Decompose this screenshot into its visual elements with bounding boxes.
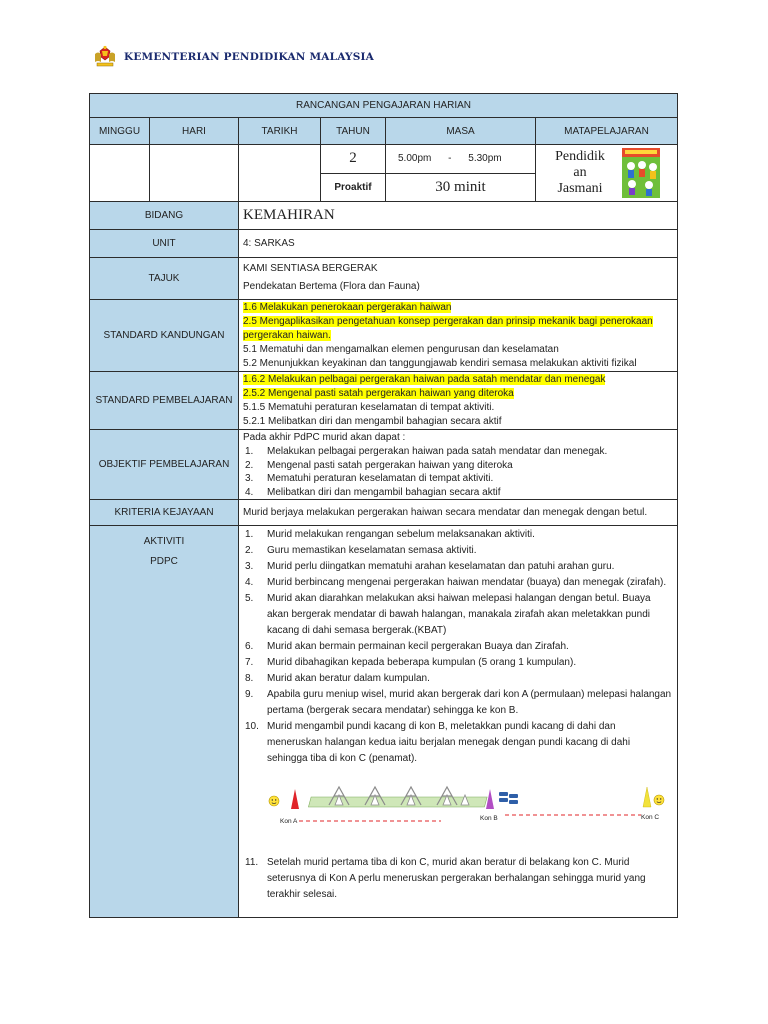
col-masa: MASA [386, 118, 536, 145]
malaysia-crest-icon [92, 45, 118, 69]
sk-line4: 5.1 Mematuhi dan mengamalkan elemen pengurusan dan keselamatan [243, 344, 559, 355]
ministry-header [92, 44, 374, 70]
sk-line1: 1.6 Melakukan penerokaan pergerakan haiwan [243, 302, 452, 313]
list-item: 10. Murid mengambil pundi kacang di kon B, meletakkan pundi kacang di dahi dan meneruskan halangan kedua iaitu berjalan menegak dengan pundi kacang di dahi sehingga tiba di kon C (penamat). [245, 721, 631, 764]
sk-line3: pergerakan haiwan. [243, 330, 331, 341]
minggu-value [90, 145, 150, 202]
aktiviti-label: AKTIVITI [143, 536, 185, 547]
kon-b-label: Kon B [480, 815, 498, 822]
subject-line2: an [573, 165, 587, 180]
masa-dash: - [448, 153, 452, 165]
list-item: 7. Murid dibahagikan kepada beberapa kumpulan (5 orang 1 kumpulan). [245, 657, 577, 668]
unit-label: UNIT [90, 230, 239, 258]
table-title: RANCANGAN PENGAJARAN HARIAN [90, 94, 678, 118]
list-item: 4. Murid berbincang mengenai pergerakan haiwan mendatar (buaya) dan menegak (zirafah). [245, 577, 667, 588]
unit-value: 4: SARKAS [239, 230, 678, 258]
subject-line1: Pendidik [555, 149, 605, 164]
kelas-value: Proaktif [321, 173, 386, 202]
standard-pembelajaran-label: STANDARD PEMBELAJARAN [90, 372, 239, 430]
smiley-icon [654, 795, 664, 805]
kon-c-label: Kon C [641, 814, 660, 821]
obstacle-course-diagram [243, 775, 673, 845]
ministry-name: KEMENTERIAN PENDIDIKAN MALAYSIA [124, 51, 374, 63]
kriteria-label: KRITERIA KEJAYAAN [90, 500, 239, 526]
list-item: 3. Mematuhi peraturan keselamatan di tempat aktiviti. [245, 473, 494, 484]
list-item: 5. Murid akan diarahkan melakukan aksi haiwan melepasi halangan dengan betul. Buaya akan bergerak mendatar di bawah halangan, manakala zirafah akan meletakkan pundi kacang di dahi semasa bergerak.(KBAT) [245, 593, 651, 636]
objektif-list [243, 445, 673, 499]
list-item: 11. Setelah murid pertama tiba di kon C, murid akan beratur di belakang kon C. Murid seterusnya di Kon A perlu meneruskan pergerakan berhalangan sehingga murid yang terakhir selesai. [245, 857, 646, 900]
sp-line1: 1.6.2 Melakukan pelbagai pergerakan haiwan pada satah mendatar dan menegak [243, 374, 606, 385]
cone-b-icon [486, 789, 494, 809]
duration-value: 30 minit [435, 178, 486, 195]
pdpc-label: PDPC [150, 556, 178, 567]
col-minggu: MINGGU [90, 118, 150, 145]
tarikh-value [239, 145, 321, 202]
bidang-value: KEMAHIRAN [243, 207, 335, 223]
sp-line3: 5.1.5 Mematuhi peraturan keselamatan di tempat aktiviti. [243, 402, 495, 413]
cone-a-icon [291, 789, 299, 809]
masa-end: 5.30pm [468, 153, 502, 165]
smiley-icon [269, 796, 279, 806]
kriteria-value: Murid berjaya melakukan pergerakan haiwan secara mendatar dan menegak dengan betul. [239, 500, 678, 526]
tahun-value: 2 [349, 150, 357, 167]
sp-line2: 2.5.2 Mengenal pasti satah pergerakan haiwan yang diteroka [243, 388, 514, 399]
tajuk-line2: Pendekatan Bertema (Flora dan Fauna) [243, 281, 420, 292]
lesson-plan-table [89, 93, 678, 918]
aktiviti-list-continued [243, 855, 673, 903]
bidang-label: BIDANG [90, 202, 239, 230]
list-item: 3. Murid perlu diingatkan mematuhi arahan keselamatan dan patuhi arahan guru. [245, 561, 615, 572]
sk-line2: 2.5 Mengaplikasikan pengetahuan konsep pergerakan dan prinsip mekanik bagi penerokaan [243, 316, 653, 327]
list-item: 2. Mengenal pasti satah pergerakan haiwan yang diteroka [245, 459, 513, 471]
list-item: 8. Murid akan beratur dalam kumpulan. [245, 673, 430, 684]
objektif-label: OBJEKTIF PEMBELAJARAN [90, 430, 239, 500]
col-tahun: TAHUN [321, 118, 386, 145]
masa-start: 5.00pm [398, 153, 432, 165]
beanbag-icon [499, 792, 518, 804]
masa-cell [386, 145, 536, 174]
standard-kandungan-label: STANDARD KANDUNGAN [90, 300, 239, 372]
list-item: 2. Guru memastikan keselamatan semasa aktiviti. [245, 545, 477, 556]
hari-value [150, 145, 239, 202]
sk-line5: 5.2 Menunjukkan keyakinan dan tanggungjawab kendiri semasa melakukan aktiviti fizikal [243, 358, 637, 369]
col-hari: HARI [150, 118, 239, 145]
subject-line3: Jasmani [557, 181, 603, 196]
hurdles-icon [308, 787, 487, 807]
list-item: 9. Apabila guru meniup wisel, murid akan bergerak dari kon A (permulaan) melepasi halangan pertama (bergerak secara mendatar) sehingga ke kon B. [245, 689, 672, 716]
col-matapelajaran: MATAPELAJARAN [536, 118, 678, 145]
kon-a-label: Kon A [280, 818, 298, 825]
list-item: 1. Melakukan pelbagai pergerakan haiwan pada satah mendatar dan menegak. [245, 446, 608, 457]
tajuk-label: TAJUK [90, 258, 239, 300]
cone-c-icon [643, 787, 651, 807]
aktiviti-list [243, 527, 673, 767]
subject-cell [536, 145, 678, 202]
objektif-intro: Pada akhir PdPC murid akan dapat : [243, 432, 406, 443]
list-item: 6. Murid akan bermain permainan kecil pergerakan Buaya dan Zirafah. [245, 641, 569, 652]
textbook-cover-image [622, 148, 660, 198]
tajuk-line1: KAMI SENTIASA BERGERAK [243, 263, 378, 274]
list-item: 1. Murid melakukan rengangan sebelum melaksanakan aktiviti. [245, 529, 535, 540]
list-item: 4. Melibatkan diri dan mengambil bahagian secara aktif [245, 486, 501, 498]
col-tarikh: TARIKH [239, 118, 321, 145]
sp-line4: 5.2.1 Melibatkan diri dan mengambil bahagian secara aktif [243, 416, 502, 427]
